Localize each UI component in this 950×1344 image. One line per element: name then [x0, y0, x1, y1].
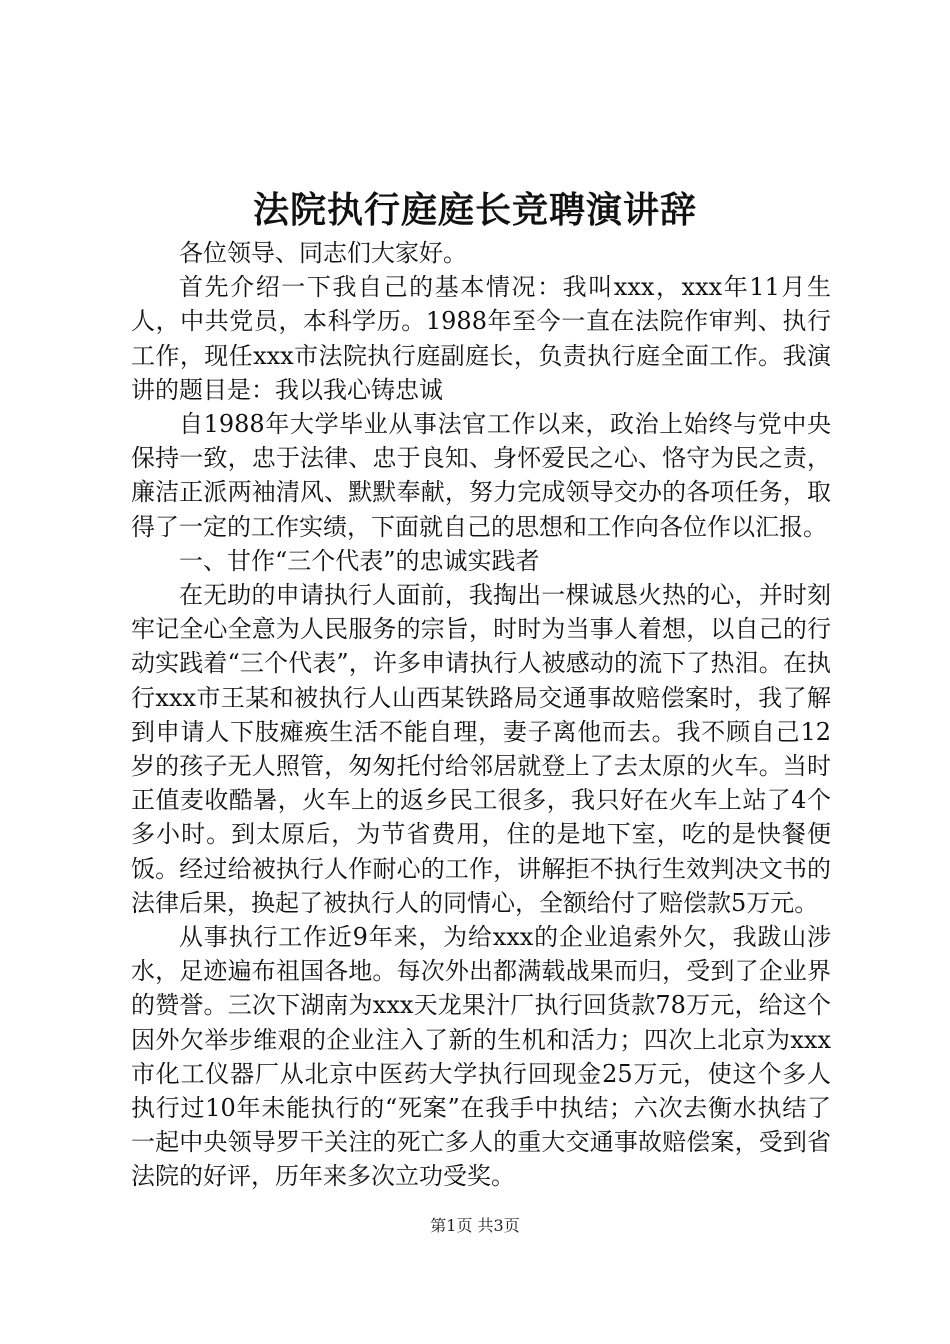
document-title: 法院执行庭庭长竞聘演讲辞: [252, 189, 697, 231]
paragraph-greeting: 各位领导、同志们大家好。: [179, 239, 467, 267]
page-number-footer: 第1页 共3页: [430, 1216, 520, 1235]
paragraph-case-story: 在无助的申请执行人面前，我掏出一棵诚恳火热的心，并时刻牢记全心全意为人民服务的宗旨，时时为当事人着想，以自己的行动实践着“三个代表”，许多申请执行人被感动的流下了热泪。在执行xxx市王某和被执行人山西某铁路局交通事故赔偿案时，我了解到申请人下肢瘫痪生活不能自理，妻子离他而去。我不顾自己12岁的孩子无人照管，匆匆托付给邻居就登上了去太原的火车。当时正值麦收酷暑，火车上的返乡民工很多，我只好在火车上站了4个多小时。到太原后，为节省费用，住的是地下室，吃的是快餐便饭。经过给被执行人作耐心的工作，讲解拒不执行生效判决文书的法律后果，换起了被执行人的同情心，全额给付了赔偿款5万元。: [131, 581, 831, 917]
paragraph-introduction: 首先介绍一下我自己的基本情况：我叫xxx，xxx年11月生人，中共党员，本科学历。1988年至今一直在法院作审判、执行工作，现任xxx市法院执行庭副庭长，负责执行庭全面工作。我演讲的题目是：我以我心铸忠诚: [131, 273, 831, 404]
paragraph-career-summary: 自1988年大学毕业从事法官工作以来，政治上始终与党中央保持一致，忠于法律、忠于良知、身怀爱民之心、恪守为民之责，廉洁正派两袖清风、默默奉献，努力完成领导交办的各项任务，取得了一定的工作实绩，下面就自己的思想和工作向各位作以汇报。: [131, 410, 831, 541]
document-body: [131, 236, 831, 1194]
paragraph-achievements: 从事执行工作近9年来，为给xxx的企业追索外欠，我跋山涉水，足迹遍布祖国各地。每次外出都满载战果而归，受到了企业界的赞誉。三次下湖南为xxx天龙果汁厂执行回货款78万元，给这个因外欠举步维艰的企业注入了新的生机和活力；四次上北京为xxx市化工仪器厂从北京中医药大学执行回现金25万元，使这个多人执行过10年未能执行的“死案”在我手中执结；六次去衡水执结了一起中央领导罗干关注的死亡多人的重大交通事故赔偿案，受到省法院的好评，历年来多次立功受奖。: [131, 923, 831, 1191]
section-heading-one: 一、甘作“三个代表”的忠诚实践者: [179, 546, 540, 575]
